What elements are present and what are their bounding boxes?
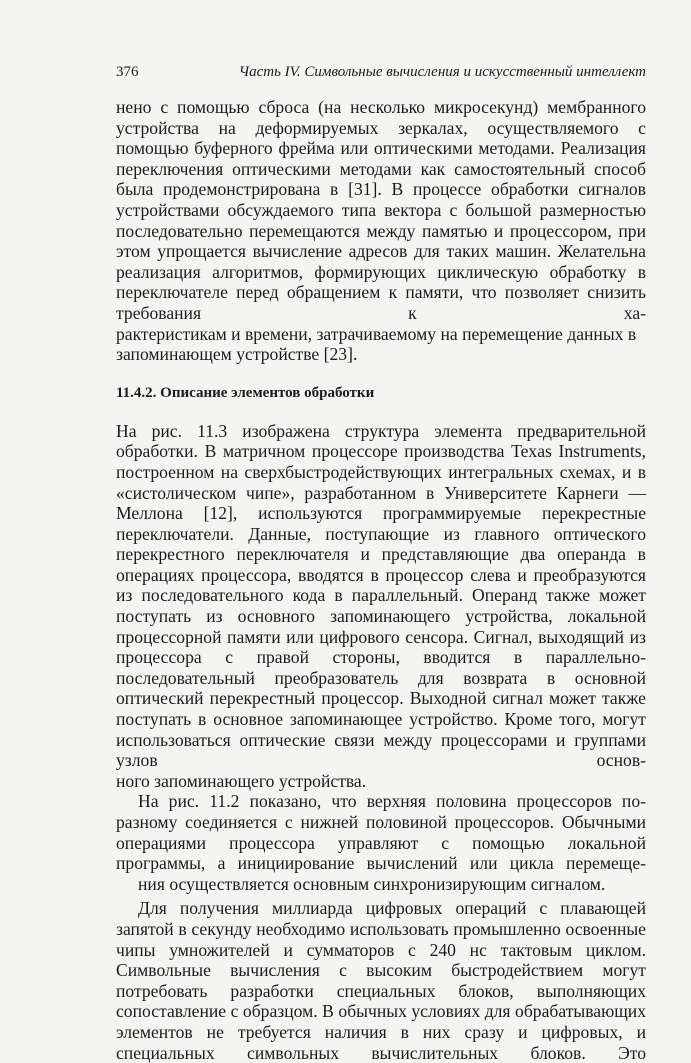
- paragraph-1: [116, 97, 646, 365]
- running-title: Часть IV. Символьные вычисления и искусственный интеллект: [238, 64, 646, 80]
- paragraph-3-last-line: ния осуществляется основным синхронизирующим сигналом.: [138, 873, 606, 894]
- paragraph-3-text: На рис. 11.2 показано, что верхняя половина процессоров по-разному соединяется с нижней половиной процессоров. Обычными операциями процессора управляют с помощью локальной программы, а инициирование вычислений или цикла перемеще-: [116, 791, 646, 874]
- page-number: 376: [116, 64, 139, 80]
- paragraph-4: [116, 898, 646, 1063]
- section-heading: 11.4.2. Описание элементов обработки: [116, 384, 375, 401]
- paragraph-1-text: нено с помощью сброса (на несколько микросекунд) мембранного устройства на деформируемых зеркалах, осуществляемого с помощью буферного фрейма или оптическими методами. Реализация переключения оптическими методами как самостоятельный способ была продемонстрирована в [31]. В процессе обработки сигналов устройствами обсуждаемого типа вектора с большой размерностью последовательно перемещаются между памятью и процессором, при этом упрощается вычисление адресов для таких машин. Желательна реализация алгоритмов, формирующих циклическую обработку в переключателе перед обращением к памяти, что позволяет снизить требования к ха-: [116, 97, 646, 323]
- paragraph-3: [116, 791, 646, 894]
- paragraph-1-last-line: рактеристикам и времени, затрачиваемому на перемещение данных в запоминающем устройстве [23].: [116, 323, 637, 365]
- paragraph-2: [116, 421, 646, 792]
- paragraph-2-last-line: ного запоминающего устройства.: [116, 770, 367, 791]
- paragraph-4-text: Для получения миллиарда цифровых операций с плавающей запятой в секунду необходимо использовать промышленно освоенные чипы умножителей и сумматоров с 240 нс тактовым циклом. Символьные вычисления с высоким быстродействием могут потребовать разработки специальных блоков, выполняющих сопоставление с образцом. В обычных условиях для обрабатывающих элементов не требуется наличия в них сразу и цифровых, и специальных символьных вычислительных блоков. Это: [116, 898, 646, 1063]
- page-body: [116, 97, 646, 1063]
- page-header: [116, 64, 646, 86]
- paragraph-2-text: На рис. 11.3 изображена структура элемента предварительной обработки. В матричном процессоре производства Texas Instruments, построенном на сверхбыстродействующих интегральных схемах, и в «систолическом чипе», разработанном в Университете Карнеги — Меллона [12], используются программируемые перекрестные переключатели. Данные, поступающие из главного оптического перекрестного переключателя и представляющие два операнда в операциях процессора, вводятся в процессор слева и преобразуются из последовательного кода в параллельный. Операнд также может поступать из основного запоминающего устройства, локальной процессорной памяти или цифрового сенсора. Сигнал, выходящий из процессора с правой стороны, вводится в параллельно-последовательный преобразователь для возврата в основной оптический перекрестный процессор. Выходной сигнал может также поступать в основное запоминающее устройство. Кроме того, могут использоваться оптические связи между процессорами и группами узлов основ-: [116, 420, 646, 771]
